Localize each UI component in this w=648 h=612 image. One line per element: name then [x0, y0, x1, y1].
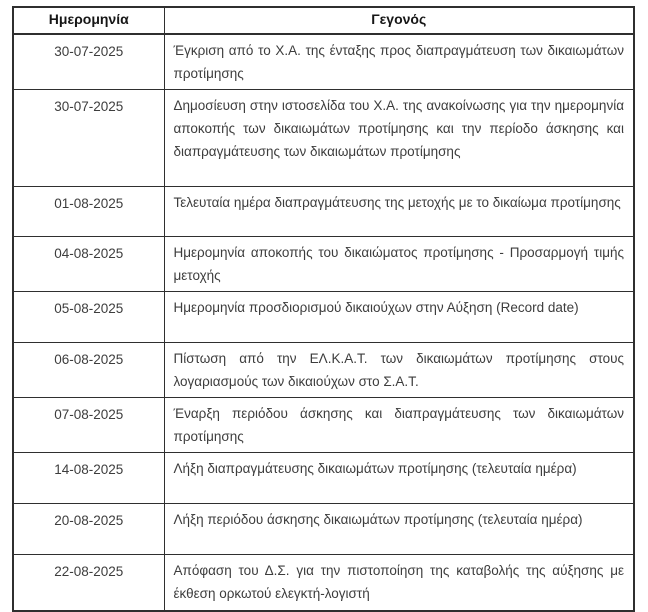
event-date-cell: 14-08-2025: [13, 453, 164, 504]
event-description-cell: Λήξη διαπραγμάτευσης δικαιωμάτων προτίμησης (τελευταία ημέρα): [164, 453, 634, 504]
document-page: [12, 6, 635, 612]
table-row: [13, 90, 634, 187]
event-description-cell: Πίστωση από την ΕΛ.Κ.Α.Τ. των δικαιωμάτων προτίμησης στους λογαριασμούς των δικαιούχων στο Σ.Α.Τ.: [164, 343, 634, 398]
table-row: [13, 34, 634, 90]
event-description-cell: Ημερομηνία προσδιορισμού δικαιούχων στην Αύξηση (Record date): [164, 292, 634, 343]
column-header-event: Γεγονός: [164, 7, 634, 34]
event-date-cell: 05-08-2025: [13, 292, 164, 343]
column-header-date: Ημερομηνία: [13, 7, 164, 34]
event-date-cell: 06-08-2025: [13, 343, 164, 398]
event-description-cell: Λήξη περιόδου άσκησης δικαιωμάτων προτίμησης (τελευταία ημέρα): [164, 504, 634, 555]
table-row: [13, 453, 634, 504]
event-date-cell: 30-07-2025: [13, 34, 164, 90]
event-description-cell: Απόφαση του Δ.Σ. για την πιστοποίηση της καταβολής της αύξησης με έκθεση ορκωτού ελεγκτή-λογιστή: [164, 555, 634, 611]
event-description-cell: Τελευταία ημέρα διαπραγμάτευσης της μετοχής με το δικαίωμα προτίμησης: [164, 187, 634, 237]
event-description-cell: Δημοσίευση στην ιστοσελίδα του Χ.Α. της ανακοίνωσης για την ημερομηνία αποκοπής των δικαιωμάτων προτίμησης και την περίοδο άσκησης και διαπραγμάτευσης των δικαιωμάτων προτίμησης: [164, 90, 634, 187]
event-date-cell: 07-08-2025: [13, 398, 164, 453]
table-row: [13, 398, 634, 453]
event-date-cell: 01-08-2025: [13, 187, 164, 237]
table-row: [13, 504, 634, 555]
event-description-cell: Ημερομηνία αποκοπής του δικαιώματος προτίμησης - Προσαρμογή τιμής μετοχής: [164, 237, 634, 292]
table-row: [13, 237, 634, 292]
events-table: [12, 6, 635, 612]
event-date-cell: 22-08-2025: [13, 555, 164, 611]
table-row: [13, 555, 634, 611]
table-header-row: [13, 7, 634, 34]
event-description-cell: Έναρξη περιόδου άσκησης και διαπραγμάτευσης των δικαιωμάτων προτίμησης: [164, 398, 634, 453]
event-description-cell: Έγκριση από το Χ.Α. της ένταξης προς διαπραγμάτευση των δικαιωμάτων προτίμησης: [164, 34, 634, 90]
table-row: [13, 292, 634, 343]
event-date-cell: 20-08-2025: [13, 504, 164, 555]
table-row: [13, 343, 634, 398]
table-row: [13, 187, 634, 237]
event-date-cell: 04-08-2025: [13, 237, 164, 292]
event-date-cell: 30-07-2025: [13, 90, 164, 187]
